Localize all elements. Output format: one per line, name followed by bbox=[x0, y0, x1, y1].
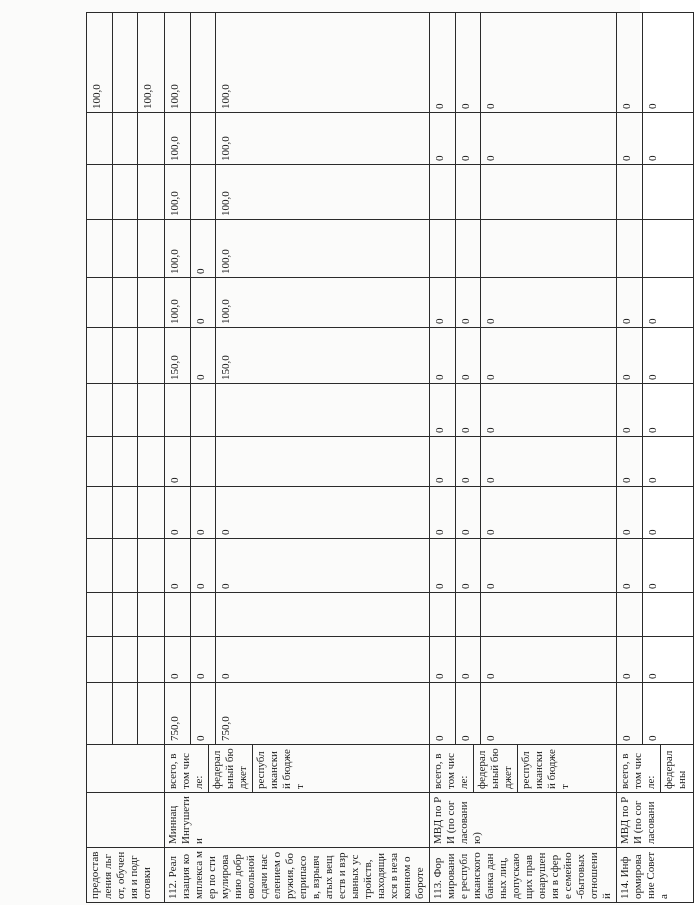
funding-source: федеральны bbox=[660, 745, 691, 792]
value-line bbox=[112, 539, 137, 592]
value-line bbox=[455, 165, 480, 219]
value-cell bbox=[617, 278, 694, 328]
value-line bbox=[87, 328, 112, 383]
measure-name-cell: 112. Реализация комплекса мер по стимулированию добровольной сдачи населением оружия, боеприпасов, взрывчатых веществ и взрывных устройств, находящихся в незаконном обороте bbox=[165, 848, 430, 903]
value-line: 0 bbox=[642, 278, 667, 327]
value-line: 0 bbox=[434, 735, 446, 741]
value-cell bbox=[617, 487, 694, 539]
value-line: 0 bbox=[169, 673, 181, 679]
value-line: 0 bbox=[621, 427, 633, 433]
value-cell bbox=[165, 487, 430, 539]
value-line bbox=[112, 13, 137, 112]
value-line bbox=[112, 683, 137, 744]
value-line: 0 bbox=[642, 13, 667, 112]
value-cell bbox=[430, 165, 617, 220]
value-line: 0 bbox=[480, 328, 505, 383]
value-cell bbox=[430, 278, 617, 328]
value-cell bbox=[87, 487, 165, 539]
value-line: 100,0 bbox=[215, 220, 240, 277]
value-cell bbox=[165, 637, 430, 683]
value-line: 0 bbox=[621, 735, 633, 741]
value-line: 100,0 bbox=[215, 13, 240, 112]
value-line: 0 bbox=[190, 683, 215, 744]
value-line bbox=[112, 278, 137, 327]
program-measures-table bbox=[86, 12, 694, 903]
value-line: 0 bbox=[621, 318, 633, 324]
value-cell bbox=[87, 113, 165, 165]
value-cell bbox=[165, 278, 430, 328]
value-line: 0 bbox=[215, 487, 240, 538]
value-line: 0 bbox=[169, 529, 181, 535]
value-line bbox=[215, 593, 240, 636]
value-line bbox=[87, 437, 112, 486]
value-line bbox=[190, 165, 215, 219]
value-line: 0 bbox=[169, 583, 181, 589]
value-line bbox=[190, 384, 215, 436]
value-cell bbox=[87, 384, 165, 437]
value-cell bbox=[87, 220, 165, 278]
value-line: 0 bbox=[455, 13, 480, 112]
value-line bbox=[87, 113, 112, 164]
value-line: 0 bbox=[621, 374, 633, 380]
value-line bbox=[480, 165, 505, 219]
value-line: 0 bbox=[434, 103, 446, 109]
value-line bbox=[112, 487, 137, 538]
value-line bbox=[480, 220, 505, 277]
value-line bbox=[137, 328, 162, 383]
value-line: 0 bbox=[621, 529, 633, 535]
measure-name-cell: 114. Информирование Совета bbox=[617, 848, 694, 903]
value-line: 0 bbox=[455, 683, 480, 744]
value-line: 0 bbox=[480, 487, 505, 538]
value-line bbox=[112, 113, 137, 164]
value-line: 0 bbox=[190, 539, 215, 592]
value-cell bbox=[617, 328, 694, 384]
value-line bbox=[430, 165, 455, 219]
value-line: 100,0 bbox=[169, 249, 181, 274]
value-line bbox=[87, 637, 112, 682]
value-line bbox=[137, 593, 162, 636]
value-line bbox=[215, 437, 240, 486]
value-line: 0 bbox=[434, 155, 446, 161]
value-cell bbox=[87, 637, 165, 683]
funding-source-cell bbox=[165, 745, 430, 793]
value-line: 100,0 bbox=[137, 13, 162, 112]
value-line: 100,0 bbox=[169, 191, 181, 216]
value-line: 0 bbox=[215, 539, 240, 592]
value-line: 0 bbox=[642, 437, 667, 486]
value-cell bbox=[617, 113, 694, 165]
value-line: 0 bbox=[190, 487, 215, 538]
value-line bbox=[87, 278, 112, 327]
value-line: 0 bbox=[642, 487, 667, 538]
value-line: 0 bbox=[642, 539, 667, 592]
value-line bbox=[87, 220, 112, 277]
value-line: 0 bbox=[621, 477, 633, 483]
value-cell bbox=[165, 165, 430, 220]
value-line bbox=[137, 384, 162, 436]
value-line bbox=[112, 384, 137, 436]
value-cell bbox=[617, 593, 694, 637]
value-line: 0 bbox=[434, 673, 446, 679]
funding-source: федеральный бюджет bbox=[473, 745, 517, 792]
measure-name-cell: предоставления льгот, обучения и подготовки bbox=[87, 848, 165, 903]
funding-source: федеральный бюджет bbox=[208, 745, 252, 792]
value-line bbox=[112, 437, 137, 486]
value-line bbox=[137, 220, 162, 277]
value-cell bbox=[617, 220, 694, 278]
value-line bbox=[112, 637, 137, 682]
executor-cell bbox=[87, 793, 165, 848]
value-line: 0 bbox=[190, 220, 215, 277]
executor-cell: Миннац Ингушетии bbox=[165, 793, 430, 848]
value-cell bbox=[87, 278, 165, 328]
value-line: 0 bbox=[455, 637, 480, 682]
value-line: 0 bbox=[480, 13, 505, 112]
executor-cell: МВД по РИ (по согласованию) bbox=[430, 793, 617, 848]
value-line: 0 bbox=[621, 583, 633, 589]
value-line bbox=[112, 165, 137, 219]
funding-source-cell bbox=[87, 745, 165, 793]
value-line: 0 bbox=[455, 437, 480, 486]
value-cell bbox=[430, 487, 617, 539]
value-line: 0 bbox=[434, 529, 446, 535]
value-line: 0 bbox=[434, 427, 446, 433]
value-line: 100,0 bbox=[91, 84, 103, 109]
value-line: 750,0 bbox=[169, 716, 181, 741]
value-line: 0 bbox=[434, 374, 446, 380]
measure-name-cell: 113. Формирование республиканского банка данных лиц, допускающих правонарушения в сфере семейно-бытовых отношений bbox=[430, 848, 617, 903]
value-line bbox=[455, 220, 480, 277]
value-line bbox=[190, 13, 215, 112]
value-cell bbox=[165, 113, 430, 165]
value-cell bbox=[617, 539, 694, 593]
value-line: 0 bbox=[642, 683, 667, 744]
value-line bbox=[87, 165, 112, 219]
value-cell bbox=[430, 328, 617, 384]
funding-source: всего, в том числе: bbox=[432, 753, 470, 789]
value-line: 0 bbox=[480, 113, 505, 164]
value-line bbox=[137, 165, 162, 219]
value-line bbox=[87, 384, 112, 436]
value-cell bbox=[165, 328, 430, 384]
value-cell bbox=[165, 220, 430, 278]
value-cell bbox=[430, 13, 617, 113]
value-cell bbox=[430, 637, 617, 683]
value-line: 0 bbox=[455, 487, 480, 538]
value-cell bbox=[87, 593, 165, 637]
value-line: 0 bbox=[480, 384, 505, 436]
value-line: 0 bbox=[455, 113, 480, 164]
value-line bbox=[430, 220, 455, 277]
funding-source-cell bbox=[617, 745, 694, 793]
table-row bbox=[617, 13, 694, 903]
value-line bbox=[137, 278, 162, 327]
value-line bbox=[87, 539, 112, 592]
value-cell bbox=[87, 165, 165, 220]
value-line: 0 bbox=[480, 539, 505, 592]
value-line: 150,0 bbox=[215, 328, 240, 383]
table-row bbox=[87, 13, 165, 903]
value-cell bbox=[87, 437, 165, 487]
value-line: 100,0 bbox=[215, 165, 240, 219]
value-line: 0 bbox=[642, 328, 667, 383]
value-cell bbox=[165, 683, 430, 745]
value-cell bbox=[165, 437, 430, 487]
value-line: 100,0 bbox=[169, 299, 181, 324]
value-line: 0 bbox=[169, 477, 181, 483]
value-line: 100,0 bbox=[169, 136, 181, 161]
value-line bbox=[137, 113, 162, 164]
funding-source: республиканский бюджет bbox=[517, 745, 574, 792]
value-line bbox=[642, 593, 667, 636]
value-line: 0 bbox=[621, 103, 633, 109]
value-cell bbox=[430, 113, 617, 165]
value-cell bbox=[430, 220, 617, 278]
value-cell bbox=[430, 539, 617, 593]
value-line: 150,0 bbox=[169, 355, 181, 380]
value-line bbox=[617, 165, 642, 219]
value-line bbox=[87, 487, 112, 538]
value-cell bbox=[87, 328, 165, 384]
value-cell bbox=[617, 165, 694, 220]
value-cell bbox=[430, 683, 617, 745]
value-line bbox=[190, 113, 215, 164]
value-line: 0 bbox=[480, 437, 505, 486]
value-line bbox=[112, 220, 137, 277]
value-cell bbox=[617, 683, 694, 745]
value-cell bbox=[165, 13, 430, 113]
value-line: 0 bbox=[455, 278, 480, 327]
funding-source: республиканский бюджет bbox=[252, 745, 309, 792]
value-line bbox=[455, 593, 480, 636]
value-line bbox=[137, 683, 162, 744]
value-line bbox=[617, 220, 642, 277]
value-line bbox=[165, 384, 190, 436]
value-line bbox=[190, 437, 215, 486]
value-line bbox=[87, 593, 112, 636]
value-cell bbox=[617, 637, 694, 683]
value-cell bbox=[617, 13, 694, 113]
value-line: 0 bbox=[434, 318, 446, 324]
value-cell bbox=[430, 593, 617, 637]
value-line: 750,0 bbox=[215, 683, 240, 744]
value-line: 0 bbox=[190, 328, 215, 383]
value-cell bbox=[87, 539, 165, 593]
value-cell bbox=[165, 539, 430, 593]
value-line: 0 bbox=[621, 673, 633, 679]
value-line: 0 bbox=[190, 637, 215, 682]
table-row bbox=[430, 13, 617, 903]
value-line: 0 bbox=[434, 477, 446, 483]
value-line: 100,0 bbox=[215, 113, 240, 164]
value-line bbox=[642, 220, 667, 277]
value-line bbox=[617, 593, 642, 636]
value-line: 0 bbox=[215, 637, 240, 682]
value-line bbox=[112, 328, 137, 383]
value-cell bbox=[87, 13, 165, 113]
value-line bbox=[137, 539, 162, 592]
value-line: 0 bbox=[642, 384, 667, 436]
value-cell bbox=[430, 437, 617, 487]
value-line bbox=[137, 487, 162, 538]
value-cell bbox=[430, 384, 617, 437]
value-line: 0 bbox=[642, 637, 667, 682]
value-line: 100,0 bbox=[215, 278, 240, 327]
value-line: 0 bbox=[455, 328, 480, 383]
value-line: 0 bbox=[642, 113, 667, 164]
funding-source: всего, в том числе: bbox=[167, 753, 205, 789]
value-line bbox=[215, 384, 240, 436]
value-line bbox=[112, 593, 137, 636]
value-line: 0 bbox=[434, 583, 446, 589]
funding-source: всего, в том числе: bbox=[619, 753, 657, 789]
value-cell bbox=[617, 437, 694, 487]
value-line bbox=[190, 593, 215, 636]
table-row bbox=[165, 13, 430, 903]
value-line bbox=[137, 437, 162, 486]
value-cell bbox=[617, 384, 694, 437]
value-cell bbox=[165, 593, 430, 637]
value-line bbox=[642, 165, 667, 219]
funding-source-cell bbox=[430, 745, 617, 793]
value-line: 0 bbox=[480, 278, 505, 327]
executor-cell: МВД по РИ (по согласовани bbox=[617, 793, 694, 848]
value-line: 0 bbox=[480, 637, 505, 682]
value-line: 100,0 bbox=[169, 84, 181, 109]
value-line: 0 bbox=[621, 155, 633, 161]
value-cell bbox=[165, 384, 430, 437]
value-line: 0 bbox=[455, 539, 480, 592]
value-line: 0 bbox=[190, 278, 215, 327]
value-line: 0 bbox=[455, 384, 480, 436]
value-line bbox=[137, 637, 162, 682]
value-line bbox=[87, 683, 112, 744]
value-line bbox=[480, 593, 505, 636]
value-line: 0 bbox=[480, 683, 505, 744]
value-line bbox=[165, 593, 190, 636]
value-line bbox=[430, 593, 455, 636]
value-cell bbox=[87, 683, 165, 745]
